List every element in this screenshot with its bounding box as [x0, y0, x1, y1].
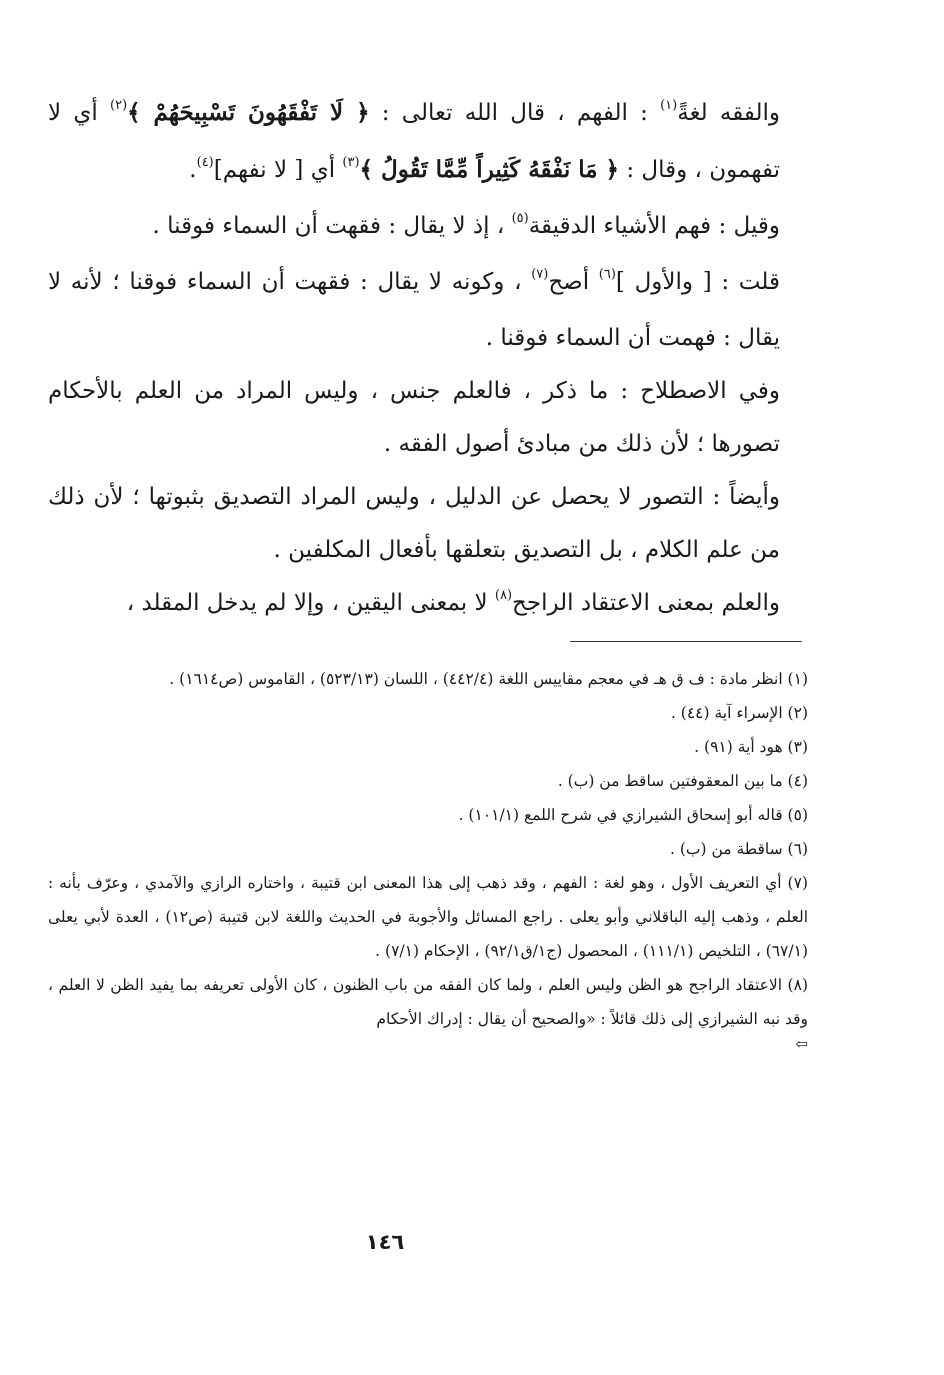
footnote-8: (٨) الاعتقاد الراجح هو الظن وليس العلم ، ولما كان الفقه من باب الظنون ، كان الأولى تعريفه بما يفيد الظن لا العلم ، وقد نبه الشيرازي إلى ذلك قائلاً : «والصحيح أن يقال : إدراك الأحكام [48, 976, 808, 1028]
paragraph-fiqh-language [48, 86, 780, 200]
paragraph-author-opinion [48, 256, 780, 365]
footnote-ref-2: (٢) [110, 98, 128, 113]
paragraph-subtle-things [48, 200, 780, 256]
footnote-5: (٥) قاله أبو إسحاق الشيرازي في شرح اللمع (١٠١/١) . [458, 806, 808, 824]
footnote-3: (٣) هود أية (٩١) . [694, 738, 808, 756]
text-segment: قلت : [ والأول ] [615, 269, 780, 295]
footnote-ref-6: (٦) [598, 267, 616, 282]
footnote-1: (١) انظر مادة : ف ق هـ في معجم مقاييس اللغة (٤٤٢/٤) ، اللسان (٥٢٣/١٣) ، القاموس (ص١٦١٤) . [169, 670, 808, 688]
continuation-arrow-icon: ⇦ [795, 1035, 808, 1053]
footnotes [48, 662, 808, 1052]
page-number: ١٤٦ [365, 1230, 405, 1254]
main-text [48, 86, 780, 633]
text-segment: والعلم بمعنى الاعتقاد الراجح [512, 590, 780, 616]
text-segment: أصح [548, 269, 599, 295]
text-segment: والفقه لغةً [677, 100, 781, 126]
footnote-2: (٢) الإسراء آية (٤٤) . [670, 704, 808, 722]
text-segment: وقيل : فهم الأشياء الدقيقة [528, 213, 780, 239]
text-segment: ، وكونه لا يقال : فقهت أن السماء فوقنا ؛ لأنه لا يقال : فهمت أن السماء فوقنا . [48, 269, 780, 351]
footnote-ref-4: (٤) [196, 155, 214, 170]
text-segment: لا بمعنى اليقين ، وإلا لم يدخل المقلد ، [126, 590, 495, 616]
footnote-ref-3: (٣) [342, 155, 360, 170]
footnote-6: (٦) ساقطة من (ب) . [669, 840, 808, 858]
paragraph-terminology: وفي الاصطلاح : ما ذكر ، فالعلم جنس ، وليس المراد من العلم بالأحكام تصورها ؛ لأن ذلك من مبادئ أصول الفقه . [48, 378, 780, 457]
paragraph-knowledge [48, 577, 780, 633]
text-segment: : الفهم ، قال الله تعالى : [369, 100, 661, 126]
text-segment: أي لا تفهمون ، وقال : [48, 100, 780, 183]
text-segment: أي [ لا نفهم] [213, 157, 343, 183]
footnote-4: (٤) ما بين المعقوفتين ساقط من (ب) . [557, 772, 808, 790]
footnote-7: (٧) أي التعريف الأول ، وهو لغة : الفهم ، وقد ذهب إلى هذا المعنى ابن قتيبة ، واختاره الرازي والآمدي ، وعرّف بأنه : العلم ، وذهب إليه الباقلاني وأبو يعلى . راجع المسائل والأجوبة في الحديث واللغة لابن قتيبة (ص١٢) ، العدة لأبي يعلى (٦٧/١) ، التلخيص (١١١/١) ، المحصول (ج١/ق٩٢/١) ، الإحكام (٧/١) . [48, 874, 809, 960]
text-segment: . [189, 157, 197, 183]
paragraph-also: وأيضاً : التصور لا يحصل عن الدليل ، وليس المراد التصديق بثبوتها ؛ لأن ذلك من علم الكلام ، بل التصديق بتعلقها بأفعال المكلفين . [48, 484, 780, 563]
text-segment: ، إذ لا يقال : فقهت أن السماء فوقنا . [152, 213, 512, 239]
footnote-ref-7: (٧) [531, 267, 549, 282]
footnote-ref-8: (٨) [494, 588, 513, 603]
footnote-ref-1: (١) [660, 98, 678, 113]
quran-verse: ﴿ مَا نَفْقَهُ كَثِيراً مِّمَّا تَقُولُ ﴾ [359, 156, 620, 183]
quran-verse: ﴿ لَا تَفْقَهُونَ تَسْبِيحَهُمْ ﴾ [127, 99, 370, 126]
footnote-divider [570, 641, 802, 642]
footnote-ref-5: (٥) [511, 211, 529, 226]
